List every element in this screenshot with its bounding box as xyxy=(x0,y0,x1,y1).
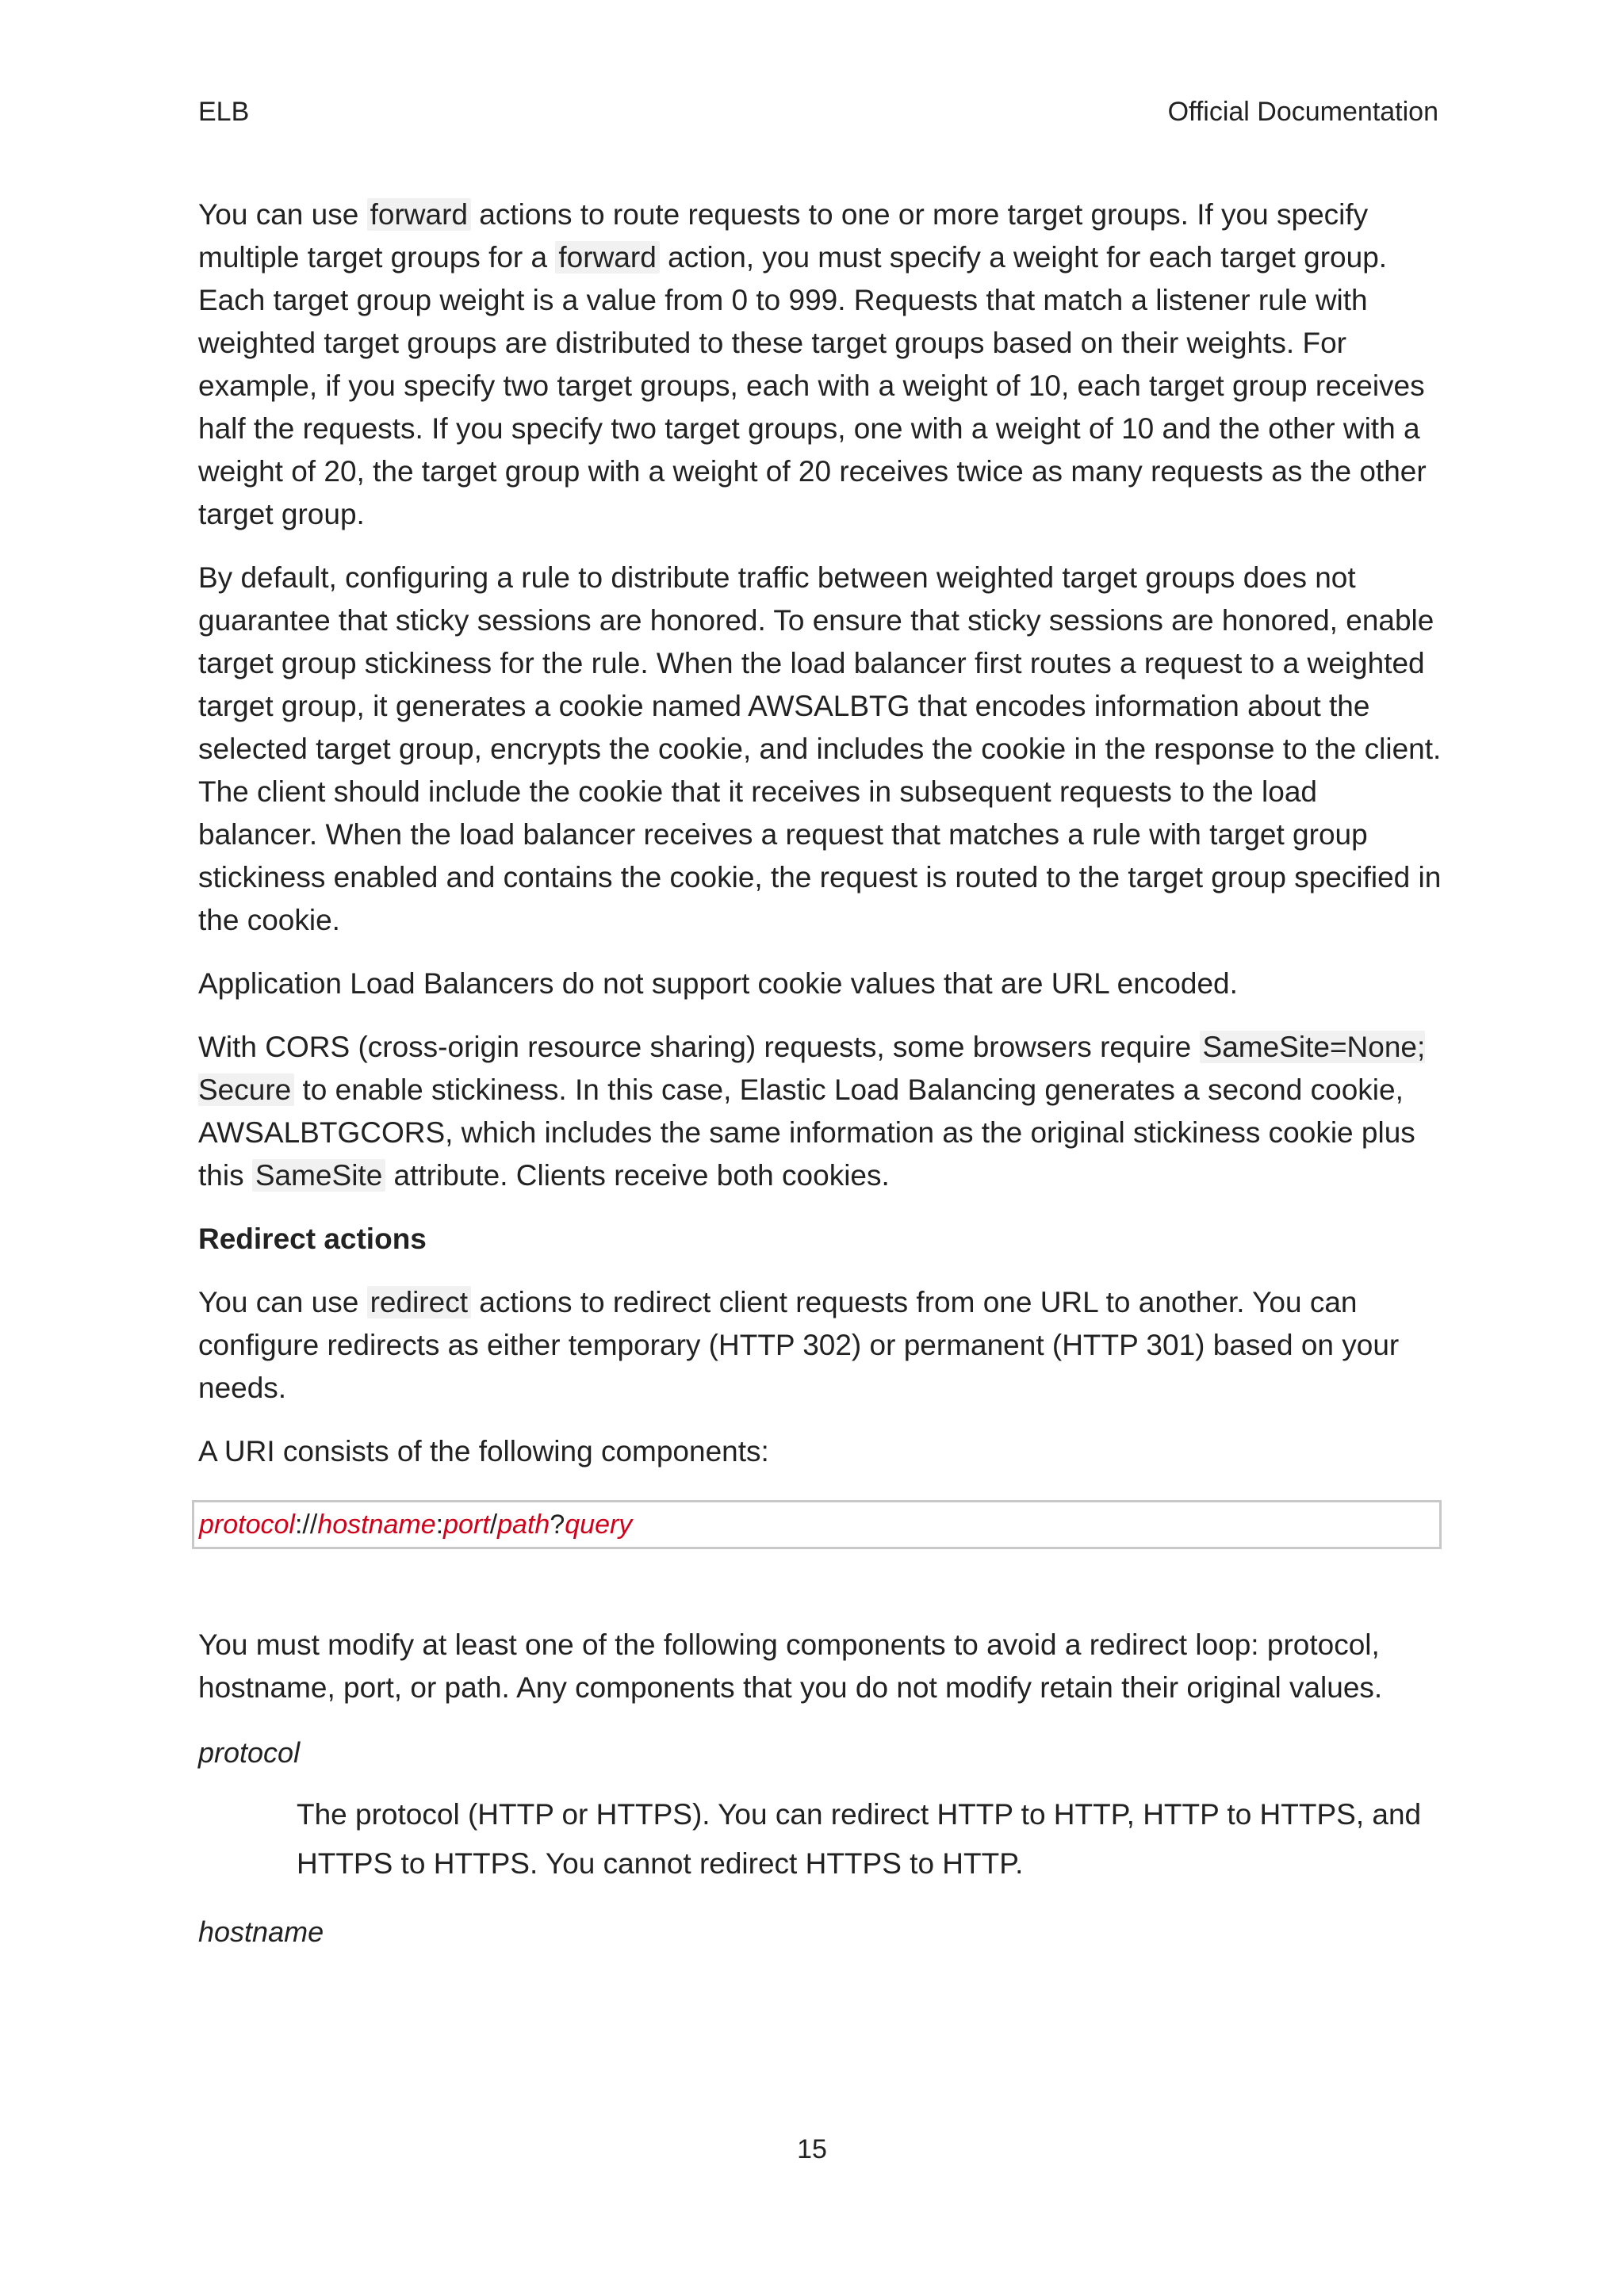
inline-code: forward xyxy=(367,198,471,231)
uri-separator: / xyxy=(489,1509,498,1540)
text-run: You can use xyxy=(198,198,367,231)
uri-separator: ? xyxy=(550,1509,565,1540)
inline-code: redirect xyxy=(367,1286,471,1318)
text-run: attribute. Clients receive both cookies. xyxy=(385,1159,890,1192)
text-run: action, you must specify a weight for each target group. Each target group weight is a value from 0 to 999. Requests that match a listener rule with weighted target groups are distributed to these target groups based on their weights. For example, if you specify two target groups, each with a weight of 10, each target group receives half the requests. If you specify two target groups, one with a weight of 10 and the other with a weight of 20, the target group with a weight of 20 receives twice as many requests as the other target group. xyxy=(198,241,1427,530)
uri-protocol: protocol xyxy=(199,1509,295,1540)
paragraph-redirect-loop: You must modify at least one of the following components to avoid a redirect loop: protocol, hostname, port, or path. Any components that you do not modify retain their original values. xyxy=(198,1628,1383,1704)
uri-port: port xyxy=(443,1509,490,1540)
uri-separator: : xyxy=(435,1509,444,1540)
header-title: ELB xyxy=(198,97,250,127)
paragraph-uri-intro: A URI consists of the following components: xyxy=(198,1435,769,1468)
definition-protocol: The protocol (HTTP or HTTPS). You can redirect HTTP to HTTP, HTTP to HTTPS, and HTTPS to HTTPS. You cannot redirect HTTPS to HTTP. xyxy=(297,1798,1422,1880)
uri-query: query xyxy=(565,1509,633,1540)
uri-hostname: hostname xyxy=(317,1509,436,1540)
uri-path: path xyxy=(497,1509,550,1540)
paragraph-forward-actions xyxy=(198,193,1443,536)
inline-code: SameSite=None; Secure xyxy=(198,1031,1426,1106)
text-run: With CORS (cross-origin resource sharing) requests, some browsers require xyxy=(198,1031,1200,1063)
section-heading-redirect: Redirect actions xyxy=(198,1223,427,1255)
inline-code: SameSite xyxy=(252,1159,385,1192)
term-protocol: protocol xyxy=(198,1736,301,1769)
text-run: actions to route requests to one or more target groups. If you specify multiple target groups for a xyxy=(198,198,1369,274)
inline-code: forward xyxy=(555,241,659,274)
uri-separator: :// xyxy=(294,1509,318,1540)
paragraph-sticky-sessions: By default, configuring a rule to distribute traffic between weighted target groups does not guarantee that sticky sessions are honored. To ensure that sticky sessions are honored, enable target group stickiness for the rule. When the load balancer first routes a request to a weighted target group, it generates a cookie named AWSALBTG that encodes information about the selected target group, encrypts the cookie, and includes the cookie in the response to the client. The client should include the cookie that it receives in subsequent requests to the load balancer. When the load balancer receives a request that matches a rule with target group stickiness enabled and contains the cookie, the request is routed to the target group specified in the cookie. xyxy=(198,561,1442,936)
term-hostname: hostname xyxy=(198,1915,324,1948)
uri-code-block xyxy=(192,1500,1442,1549)
paragraph-cors xyxy=(198,1026,1443,1197)
paragraph-redirect xyxy=(198,1281,1443,1410)
paragraph-cookie-encoding: Application Load Balancers do not support cookie values that are URL encoded. xyxy=(198,967,1238,1000)
text-run: to enable stickiness. In this case, Elastic Load Balancing generates a second cookie, AWSALBTGCORS, which includes the same information as the original stickiness cookie plus this xyxy=(198,1073,1415,1192)
text-run: actions to redirect client requests from one URL to another. You can configure redirects as either temporary (HTTP 302) or permanent (HTTP 301) based on your needs. xyxy=(198,1286,1400,1404)
page-number: 15 xyxy=(797,2134,827,2164)
text-run: You can use xyxy=(198,1286,367,1318)
page-content xyxy=(198,193,1443,1969)
header-subtitle: Official Documentation xyxy=(1167,97,1438,127)
